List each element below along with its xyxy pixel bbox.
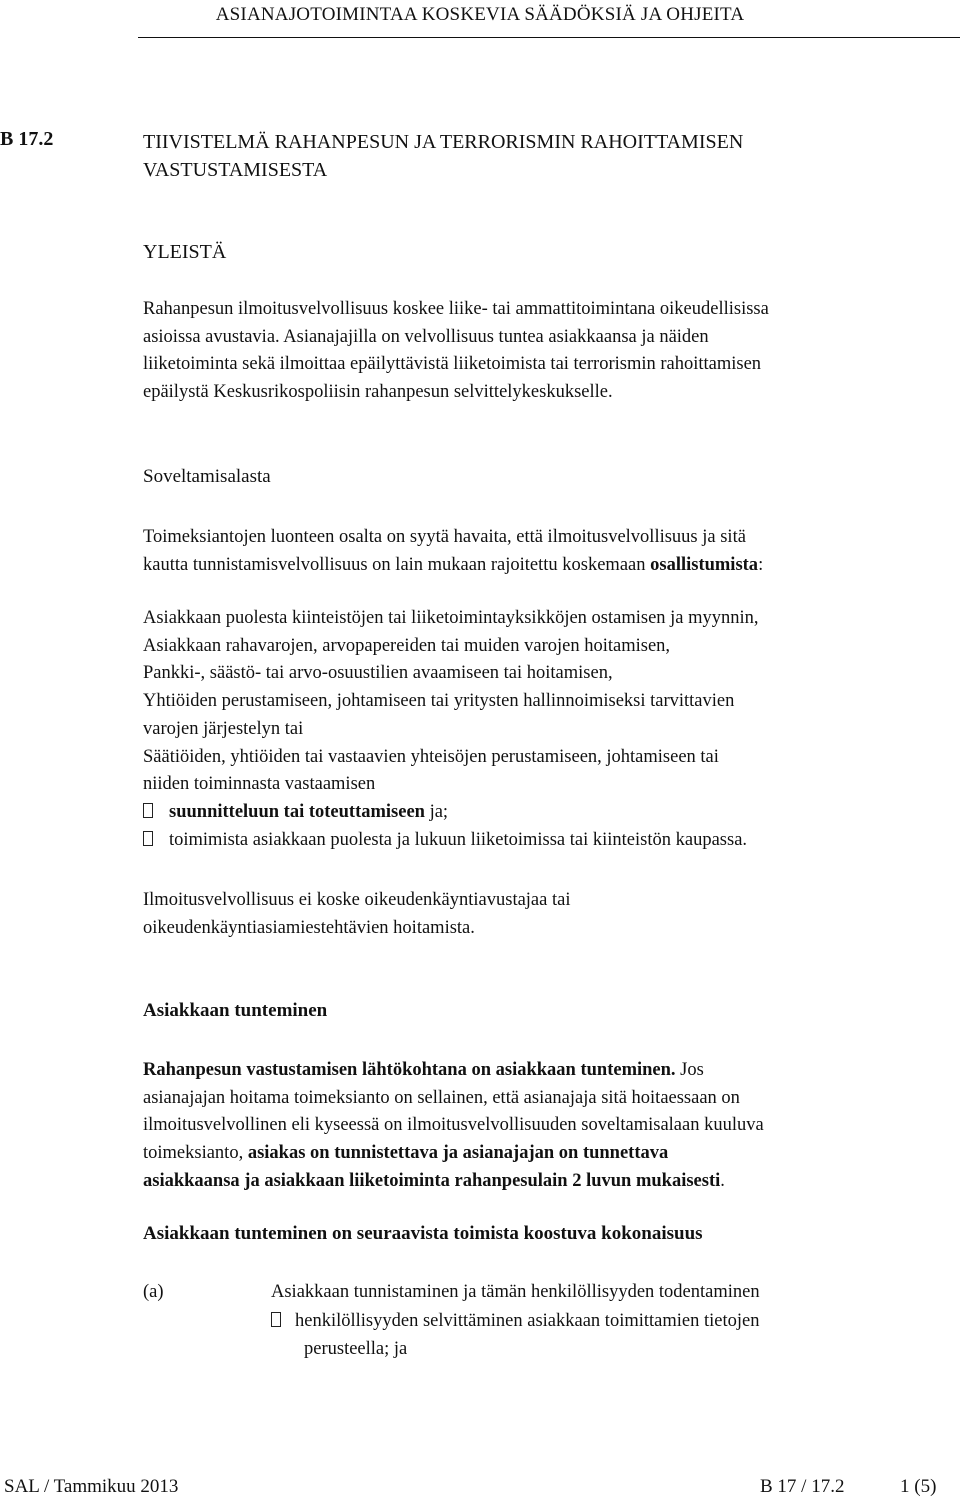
yleista-paragraph — [143, 296, 769, 407]
intro-bold: osallistumista — [650, 554, 759, 575]
sub-bullet-text: henkilöllisyyden selvittäminen asiakkaan toimittamien tietojen — [295, 1311, 760, 1331]
yleista-line: Rahanpesun ilmoitusvelvollisuus koskee liike- tai ammattitoimintana oikeudellisissa — [143, 299, 769, 319]
header-rule — [138, 37, 960, 38]
para-line — [143, 1057, 764, 1085]
soveltamisalasta-heading: Soveltamisalasta — [143, 466, 271, 487]
list-item: Yhtiöiden perustamiseen, johtamiseen tai yritysten hallinnoimiseksi tarvittavien — [143, 691, 735, 712]
para-text: . — [720, 1170, 725, 1191]
yleista-line: liiketoiminta sekä ilmoittaa epäilyttävistä liiketoimista tai terrorismin rahoittamisen — [143, 354, 762, 375]
yleista-heading: YLEISTÄ — [143, 241, 227, 263]
sub-bullet-line — [271, 1308, 759, 1336]
para-text: Jos — [675, 1060, 704, 1080]
bullet-bold: suunnitteluun tai toteuttamiseen — [169, 801, 425, 822]
bullet-item — [143, 827, 759, 855]
intro-line: Toimeksiantojen luonteen osalta on syytä havaita, että ilmoitusvelvollisuus ja sitä — [143, 527, 746, 547]
bullet-box-icon — [143, 831, 153, 846]
section-title-line1: TIIVISTELMÄ RAHANPESUN JA TERRORISMIN RAHOITTAMISEN — [143, 131, 744, 153]
footer-left: SAL / Tammikuu 2013 — [4, 1476, 179, 1497]
list-item: Asiakkaan puolesta kiinteistöjen tai liiketoimintayksikköjen ostamisen ja myynnin, — [143, 608, 759, 628]
footer-section: B 17 / 17.2 — [760, 1476, 845, 1497]
list-item: niiden toiminnasta vastaamisen — [143, 774, 376, 795]
list-item: Pankki-, säästö- tai arvo-osuustilien avaamiseen tai hoitamisen, — [143, 663, 613, 684]
para-bold: Rahanpesun vastustamisen lähtökohtana on asiakkaan tunteminen. — [143, 1060, 676, 1080]
section-title — [143, 128, 743, 184]
page-header: ASIANAJOTOIMINTAA KOSKEVIA SÄÄDÖKSIÄ JA OHJEITA — [215, 4, 745, 25]
para-bold: asiakkaansa ja asiakkaan liiketoiminta rahanpesulain 2 luvun mukaisesti — [143, 1170, 721, 1191]
note-line: Ilmoitusvelvollisuus ei koske oikeudenkäyntiavustajaa tai — [143, 890, 571, 910]
bullet-end: ja; — [424, 801, 449, 822]
bullet-text: toimimista asiakkaan puolesta ja lukuun liiketoimissa tai kiinteistön kaupassa. — [169, 829, 748, 850]
sub-bullet-item — [271, 1308, 759, 1363]
tunteminen-subheading: Asiakkaan tunteminen on seuraavista toimista koostuva kokonaisuus — [143, 1223, 703, 1244]
yleista-line: asioissa avustavia. Asianajajilla on velvollisuus tuntea asiakkaansa ja näiden — [143, 326, 709, 347]
section-number: B 17.2 — [0, 128, 54, 150]
para-line: asianajajan hoitama toimeksianto on sellainen, että asianajaja sitä hoitaessaan on — [143, 1087, 740, 1108]
list-item: Säätiöiden, yhtiöiden tai vastaavien yhteisöjen perustamiseen, johtamiseen tai — [143, 746, 719, 767]
section-title-line2: VASTUSTAMISESTA — [143, 159, 328, 181]
intro-colon: : — [758, 554, 764, 575]
yleista-line: epäilystä Keskusrikospoliisin rahanpesun selvittelykeskukselle. — [143, 382, 613, 403]
tunteminen-paragraph — [143, 1057, 764, 1196]
bullet-box-icon — [143, 803, 153, 818]
para-line — [143, 1140, 764, 1168]
tunteminen-heading: Asiakkaan tunteminen — [143, 1000, 328, 1021]
bullet-box-icon — [271, 1312, 281, 1327]
list-item: varojen järjestelyn tai — [143, 718, 304, 739]
footer-page: 1 (5) — [900, 1476, 937, 1497]
para-bold: asiakas on tunnistettava ja asianajajan on tunnettava — [247, 1143, 669, 1164]
intro-line — [143, 552, 763, 580]
item-text: Asiakkaan tunnistaminen ja tämän henkilöllisyyden todentaminen — [271, 1282, 760, 1302]
para-text: toimeksianto, — [143, 1143, 248, 1164]
list-item: Asiakkaan rahavarojen, arvopapereiden tai muiden varojen hoitamisen, — [143, 635, 671, 656]
exemption-note — [143, 887, 570, 942]
item-label: (a) — [143, 1282, 164, 1302]
para-line — [143, 1168, 764, 1196]
note-line: oikeudenkäyntiasiamiestehtävien hoitamista. — [143, 917, 475, 938]
bullet-item — [143, 799, 759, 827]
activity-list — [143, 605, 759, 854]
intro-text: kautta tunnistamisvelvollisuus on lain mukaan rajoitettu koskemaan — [143, 554, 651, 575]
sub-bullet-line: perusteella; ja — [304, 1338, 408, 1359]
soveltamisalasta-intro — [143, 524, 763, 579]
para-line: ilmoitusvelvollinen eli kyseessä on ilmoitusvelvollisuuden soveltamisalaan kuuluva — [143, 1115, 764, 1136]
